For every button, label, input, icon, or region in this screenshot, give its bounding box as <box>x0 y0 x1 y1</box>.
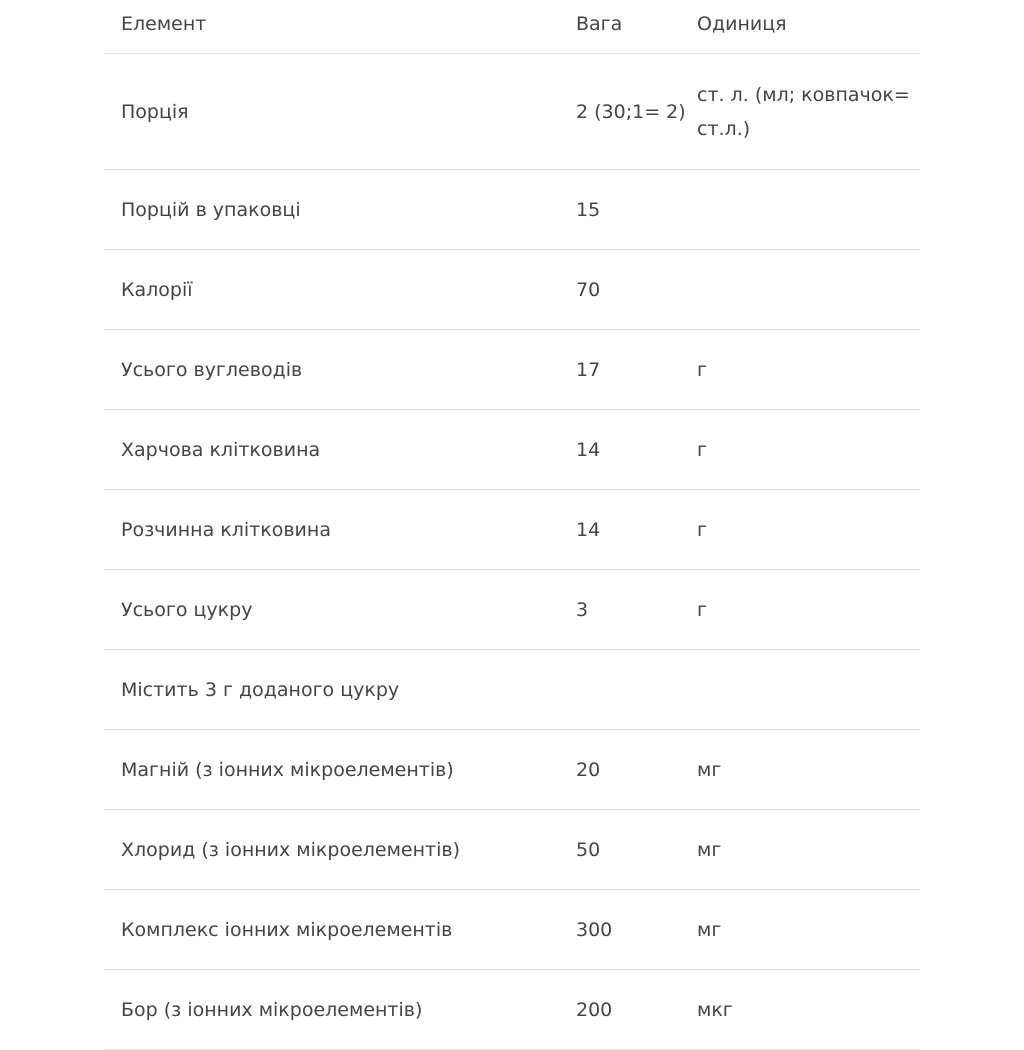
row-unit: мг <box>697 758 722 781</box>
table-row <box>104 730 920 810</box>
row-unit: ст. л. (мл; ковпачок= ст.л.) <box>697 83 910 140</box>
table-row <box>104 570 920 650</box>
row-weight: 14 <box>576 438 601 461</box>
row-element: Комплекс іонних мікроелементів <box>121 918 453 941</box>
header-weight: Вага <box>576 12 623 35</box>
row-unit: г <box>697 358 707 381</box>
row-element: Усього вуглеводів <box>121 358 303 381</box>
row-weight: 3 <box>576 598 589 621</box>
row-unit: г <box>697 518 707 541</box>
row-element: Харчова клітковина <box>121 438 321 461</box>
row-unit: г <box>697 438 707 461</box>
row-element: Магній (з іонних мікроелементів) <box>121 758 454 781</box>
row-unit: мг <box>697 838 722 861</box>
row-unit: мг <box>697 918 722 941</box>
row-weight: 50 <box>576 838 601 861</box>
row-element: Порцій в упаковці <box>121 198 301 221</box>
row-element: Калорії <box>121 278 193 301</box>
row-element: Порція <box>121 100 189 123</box>
row-unit: г <box>697 598 707 621</box>
table-row <box>104 170 920 250</box>
row-weight: 15 <box>576 198 601 221</box>
table-row <box>104 410 920 490</box>
table-header-row <box>104 0 920 54</box>
row-weight: 200 <box>576 998 613 1021</box>
row-weight: 20 <box>576 758 601 781</box>
row-weight: 14 <box>576 518 601 541</box>
row-element: Бор (з іонних мікроелементів) <box>121 998 423 1021</box>
row-weight: 300 <box>576 918 613 941</box>
header-element: Елемент <box>121 12 207 35</box>
header-unit: Одиниця <box>697 12 787 35</box>
row-element: Розчинна клітковина <box>121 518 331 541</box>
row-element: Хлорид (з іонних мікроелементів) <box>121 838 461 861</box>
row-element: Усього цукру <box>121 598 253 621</box>
table-row <box>104 330 920 410</box>
row-unit: мкг <box>697 998 733 1021</box>
table-row <box>104 970 920 1050</box>
table-row <box>104 810 920 890</box>
row-element: Містить 3 г доданого цукру <box>121 678 400 701</box>
row-weight: 17 <box>576 358 601 381</box>
nutrition-table <box>104 0 920 1050</box>
table-row <box>104 890 920 970</box>
row-weight: 70 <box>576 278 601 301</box>
table-row <box>104 250 920 330</box>
table-row <box>104 490 920 570</box>
table-row <box>104 54 920 170</box>
table-row <box>104 650 920 730</box>
row-weight: 2 (30;1= 2) <box>576 100 686 123</box>
